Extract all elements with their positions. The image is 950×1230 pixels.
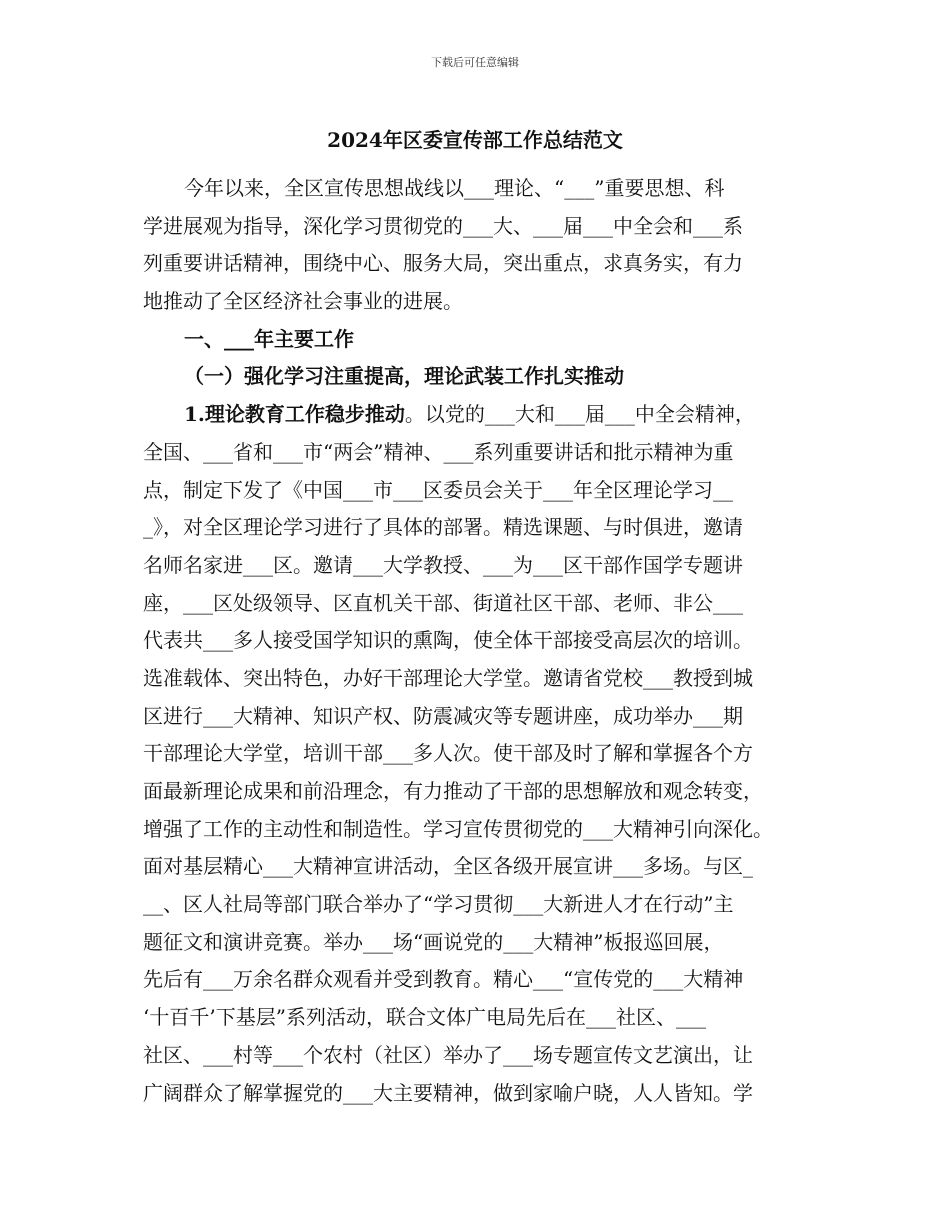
body-text-line <box>143 924 829 962</box>
body-text-line <box>143 811 829 849</box>
body-text-line <box>143 698 829 736</box>
body-text-line <box>143 472 829 510</box>
body-text: 全国、___省和___市“两会”精神、___系列重要讲话和批示精神为重 <box>143 439 734 464</box>
body-text-line <box>143 358 829 396</box>
body-text-line <box>143 396 829 434</box>
body-text: 学进展观为指导，深化学习贯彻党的___大、___届___中全会和___系 <box>143 213 743 238</box>
body-text-line <box>143 283 829 321</box>
page-header-note: 下载后可任意编辑 <box>431 56 519 69</box>
body-text: （一）强化学习注重提高，理论武装工作扎实推动 <box>184 364 624 389</box>
body-text: __、区人社局等部门联合举办了“学习贯彻___大新进人才在行动”主 <box>143 892 734 917</box>
body-text-line <box>143 848 829 886</box>
body-text: 。以党的___大和___届___中全会精神， <box>404 402 755 427</box>
body-text: _》，对全区理论学习进行了具体的部署。精选课题、与时俱进，邀请 <box>143 515 743 540</box>
body-text: 先后有___万余名群众观看并受到教育。精心___“宣传党的___大精神 <box>143 967 744 992</box>
body-text: 社区、___村等___个农村（社区）举办了___场专题宣传文艺演出，让 <box>143 1042 753 1067</box>
body-text: 地推动了全区经济社会事业的进展。 <box>143 289 463 314</box>
body-text: 干部理论大学堂，培训干部___多人次。使干部及时了解和掌握各个方 <box>143 741 753 766</box>
body-text: 广阔群众了解掌握党的___大主要精神，做到家喻户晓，人人皆知。学 <box>143 1080 753 1105</box>
subsection-heading: 1.理论教育工作稳步推动 <box>184 402 405 427</box>
body-text-line <box>143 509 829 547</box>
document-title: 2024年区委宣传部工作总结范文 <box>327 128 623 152</box>
body-text: 今年以来，全区宣传思想战线以___理论、“___”重要思想、科 <box>184 176 725 200</box>
body-text: 名师名家进___区。邀请___大学教授、___为___区干部作国学专题讲 <box>143 552 743 577</box>
body-text-line <box>143 961 829 999</box>
body-text-line <box>143 735 829 773</box>
body-text-line <box>143 321 829 359</box>
body-text: 增强了工作的主动性和制造性。学习宣传贯彻党的___大精神引向深化。 <box>143 816 773 841</box>
body-text-line <box>143 999 829 1037</box>
body-text-line <box>143 547 829 585</box>
body-text: 面最新理论成果和前沿理念，有力推动了干部的思想解放和观念转变， <box>143 779 763 803</box>
body-text-line <box>143 1075 829 1113</box>
body-text-line <box>143 585 829 623</box>
body-text: 题征文和演讲竞赛。举办___场“画说党的___大精神”板报巡回展， <box>143 929 724 954</box>
body-text: 列重要讲话精神，围绕中心、服务大局，突出重点，求真务实，有力 <box>143 251 743 276</box>
body-text-line <box>143 886 829 924</box>
body-text: 代表共___多人接受国学知识的熏陶，使全体干部接受高层次的培训。 <box>143 628 753 653</box>
body-text: 面对基层精心___大精神宣讲活动，全区各级开展宣讲___多场。与区_ <box>143 854 753 879</box>
body-text-line <box>143 434 829 472</box>
body-text-line <box>143 245 829 283</box>
body-text-line <box>143 208 829 246</box>
body-text-line <box>143 773 829 811</box>
body-text: 选准载体、突出特色，办好干部理论大学堂。邀请省党校___教授到城 <box>143 665 753 690</box>
body-text-line <box>143 660 829 698</box>
body-text: 区进行___大精神、知识产权、防震减灾等专题讲座，成功举办___期 <box>143 703 743 728</box>
document-body <box>143 170 829 1112</box>
body-text: ‘十百千’下基层”系列活动，联合文体广电局先后在___社区、___ <box>143 1005 706 1030</box>
body-text-line <box>143 1037 829 1075</box>
body-text-line <box>143 622 829 660</box>
body-text-line <box>143 170 829 208</box>
body-text: 点，制定下发了《中国___市___区委员会关于___年全区理论学习__ <box>143 477 733 502</box>
body-text: 座，___区处级领导、区直机关干部、街道社区干部、老师、非公___ <box>143 590 743 615</box>
body-text: 一、___年主要工作 <box>184 326 354 351</box>
